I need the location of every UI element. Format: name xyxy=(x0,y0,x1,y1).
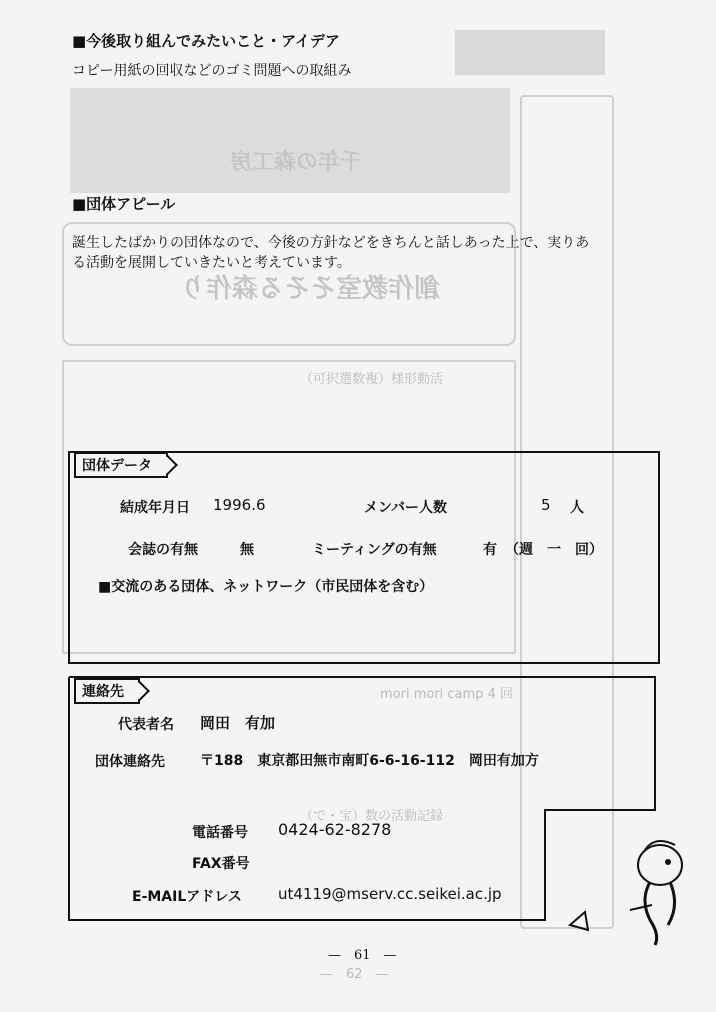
founded-value: 1996.6 xyxy=(213,496,266,514)
appeal-line-1: 誕生したばかりの団体なので、今後の方針などをきちんと話しあった上で、実りあ xyxy=(72,235,590,251)
rep-value: 岡田 有加 xyxy=(200,714,276,732)
meeting-value: 有 xyxy=(483,542,497,558)
phone-label: 電話番号 xyxy=(192,825,248,841)
appeal-heading: ■団体アピール xyxy=(72,195,176,213)
mascot-illustration xyxy=(560,830,710,960)
future-text: コピー用紙の回収などのゴミ問題への取組み xyxy=(72,63,352,79)
bleed-through-text: 創作教室そそる森作り xyxy=(180,274,441,304)
rep-label: 代表者名 xyxy=(118,717,174,733)
bleed-through-text: （可択選数複）様形動活 xyxy=(300,372,444,387)
bleed-through-text: mori mori camp 4 回 xyxy=(380,687,513,702)
fax-label: FAX番号 xyxy=(192,856,250,872)
newsletter-label: 会誌の有無 xyxy=(128,542,198,558)
meeting-label: ミーティングの有無 xyxy=(312,542,437,558)
meeting-frequency: （週 一 回） xyxy=(505,542,603,558)
bleed-through-text: 千年の森工房 xyxy=(230,150,363,175)
email-label: E-MAILアドレス xyxy=(132,889,242,905)
bleed-through-text: （で・宝）数の活動記録 xyxy=(300,809,444,824)
address-label: 団体連絡先 xyxy=(95,754,165,770)
address-value: 〒188 東京都田無市南町6-6-16-112 岡田有加方 xyxy=(200,753,539,769)
future-heading: ■今後取り組んでみたいこと・アイデア xyxy=(72,32,340,50)
bleed-through-text: — 62 — xyxy=(320,967,389,982)
members-label: メンバー人数 xyxy=(364,500,448,516)
members-value: 5 xyxy=(541,496,551,514)
contact-tab: 連絡先 xyxy=(74,678,140,704)
group-data-tab: 団体データ xyxy=(74,452,168,478)
network-heading: ■交流のある団体、ネットワーク（市民団体を含む） xyxy=(98,579,434,595)
founded-label: 結成年月日 xyxy=(120,500,190,516)
members-unit: 人 xyxy=(570,500,584,516)
email-value: ut4119@mserv.cc.seikei.ac.jp xyxy=(278,885,502,903)
appeal-line-2: る活動を展開していきたいと考えています。 xyxy=(72,255,351,271)
phone-value: 0424-62-8278 xyxy=(278,820,392,839)
page-number: — 61 — xyxy=(328,948,397,963)
newsletter-value: 無 xyxy=(240,542,254,558)
